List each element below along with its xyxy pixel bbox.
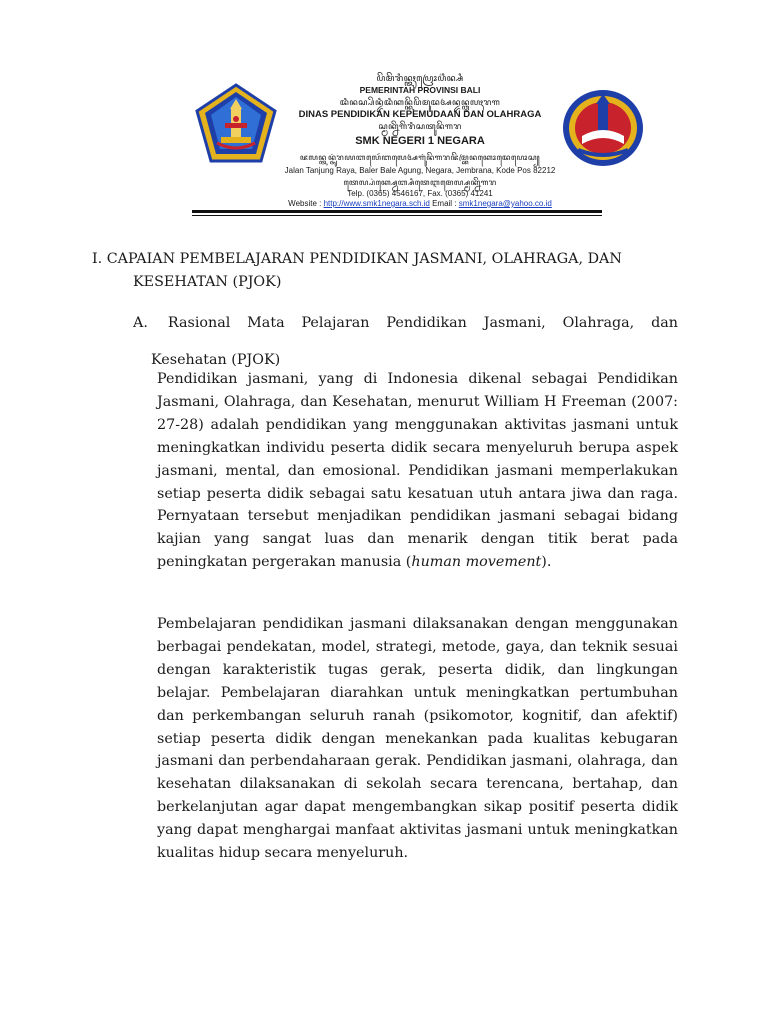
- letterhead-script-line-4: ꦗꦭꦤ꧀ꦠꦤ꧀ꦗꦸꦁꦫꦪꦧꦭꦺꦂꦧꦭꦺꦄꦒꦸꦁꦤꦼꦒꦫꦗꦼꦩ꧀ꦧꦿꦤꦏꦺꦴꦢꦺꦥꦺꦴꦱ꧀: [299, 153, 541, 162]
- subheading-word: Olahraga,: [562, 315, 635, 331]
- subheading-a-label: A.: [133, 315, 148, 331]
- subheading-word: Mata: [247, 315, 285, 331]
- paragraph-2: Pembelajaran pendidikan jasmani dilaksanakan dengan menggunakan berbagai pendekatan, model, strategi, metode, gaya, dan teknik sesuai dengan karakteristik tugas gerak, peserta didik, dan lingkungan belajar. Pembelajaran diarahkan untuk meningkatkan pertumbuhan dan perkembangan seluruh ranah (psikomotor, kognitif, dan afektif) setiap peserta didik dengan menekankan pada kualitas kebugaran jasmani dan perbendaharaan gerak. Pendidikan jasmani, olahraga, dan kesehatan dilaksanakan di sekolah secara terencana, bertahap, dan berkelanjutan agar dapat mengembangkan sikap positif peserta didik yang dapat menghargai manfaat aktivitas jasmani untuk meningkatkan kualitas hidup secara menyeluruh.: [157, 616, 678, 862]
- letterhead-agency: DINAS PENDIDIKAN KEPEMUDAAN DAN OLAHRAGA: [298, 109, 542, 120]
- website-link[interactable]: http://www.smk1negara.sch.id: [323, 199, 430, 208]
- email-link[interactable]: smk1negara@yahoo.co.id: [458, 199, 552, 208]
- letterhead-phone: Telp. (0365) 4546167, Fax. (0365) 41241: [347, 189, 493, 198]
- letterhead-divider-thin: [192, 215, 602, 216]
- section-heading: [92, 248, 652, 294]
- email-label: Email :: [429, 199, 459, 208]
- letterhead-script-line-2: ꦢꦶꦤꦱ꧀ꦥꦼꦤ꧀ꦢꦶꦢꦶꦏꦤ꧀ꦏꦼꦥꦼꦩꦸꦢꦄꦤ꧀ꦢꦤ꧀ꦎꦭꦃꦫꦒ: [339, 97, 501, 107]
- letterhead-divider-thick: [192, 210, 602, 213]
- subheading-a-line-2: Kesehatan (PJOK): [151, 352, 281, 368]
- paragraph-1-end: ).: [541, 554, 552, 571]
- subheading-a: [133, 308, 678, 375]
- paragraph-1-italic-term: human movement: [411, 554, 542, 571]
- subheading-word: Pendidikan: [386, 315, 467, 331]
- website-label: Website :: [288, 199, 324, 208]
- letterhead-script-line-3: ꦱ꧀ꦩꦏ꧀ꦤꦼꦒꦼꦫꦶꦱꦠꦸꦤꦼꦒꦫ: [378, 121, 462, 131]
- letterhead-contact-line: [255, 200, 585, 208]
- letterhead-address: Jalan Tanjung Raya, Baler Bale Agung, Negara, Jembrana, Kode Pos 82212: [284, 166, 556, 175]
- subheading-a-line-1: [133, 308, 678, 338]
- subheading-word: Pelajaran: [301, 315, 370, 331]
- letterhead-script-line-5: ꦠꦺꦭ꧀ꦥ꦳ꦏ꧀ꦱ꧀ꦮꦺꦧ꧀ꦱꦶꦠꦺꦆꦩꦺꦭ꧀ꦱ꧀ꦩꦏ꧀ꦤꦼꦒꦫ: [343, 178, 497, 187]
- letterhead-school-name: SMK NEGERI 1 NEGARA: [355, 135, 485, 147]
- section-heading-line-1: I. CAPAIAN PEMBELAJARAN PENDIDIKAN JASMANI, OLAHRAGA, DAN: [92, 251, 622, 267]
- section-heading-line-2: KESEHATAN (PJOK): [133, 274, 282, 290]
- paragraph-1: [157, 368, 678, 574]
- letterhead-government: PEMERINTAH PROVINSI BALI: [359, 85, 481, 95]
- letterhead-script-line-1: ꦥꦼꦩꦼꦫꦶꦤ꧀ꦠꦃꦥꦿꦺꦴꦥ꦳ꦶꦤ꧀ꦱꦶ: [376, 73, 464, 83]
- subheading-word: Jasmani,: [483, 315, 546, 331]
- paragraph-1-text: Pendidikan jasmani, yang di Indonesia dikenal sebagai Pendidikan Jasmani, Olahraga, dan Kesehatan, menurut William H Freeman (2007: 27-28) adalah pendidikan yang menggunakan aktivitas jasmani untuk meningkatkan individu peserta didik secara menyeluruh berupa aspek jasmani, mental, dan emosional. Pendidikan jasmani memperlakukan setiap peserta didik sebagai satu kesatuan utuh antara jiwa dan raga. Pernyataan tersebut menjadikan pendidikan jasmani sebagai bidang kajian yang sangat luas dan menarik dengan titik berat pada peningkatan pergerakan manusia (: [157, 371, 678, 571]
- subheading-word: dan: [651, 315, 678, 331]
- subheading-word: Rasional: [167, 315, 231, 331]
